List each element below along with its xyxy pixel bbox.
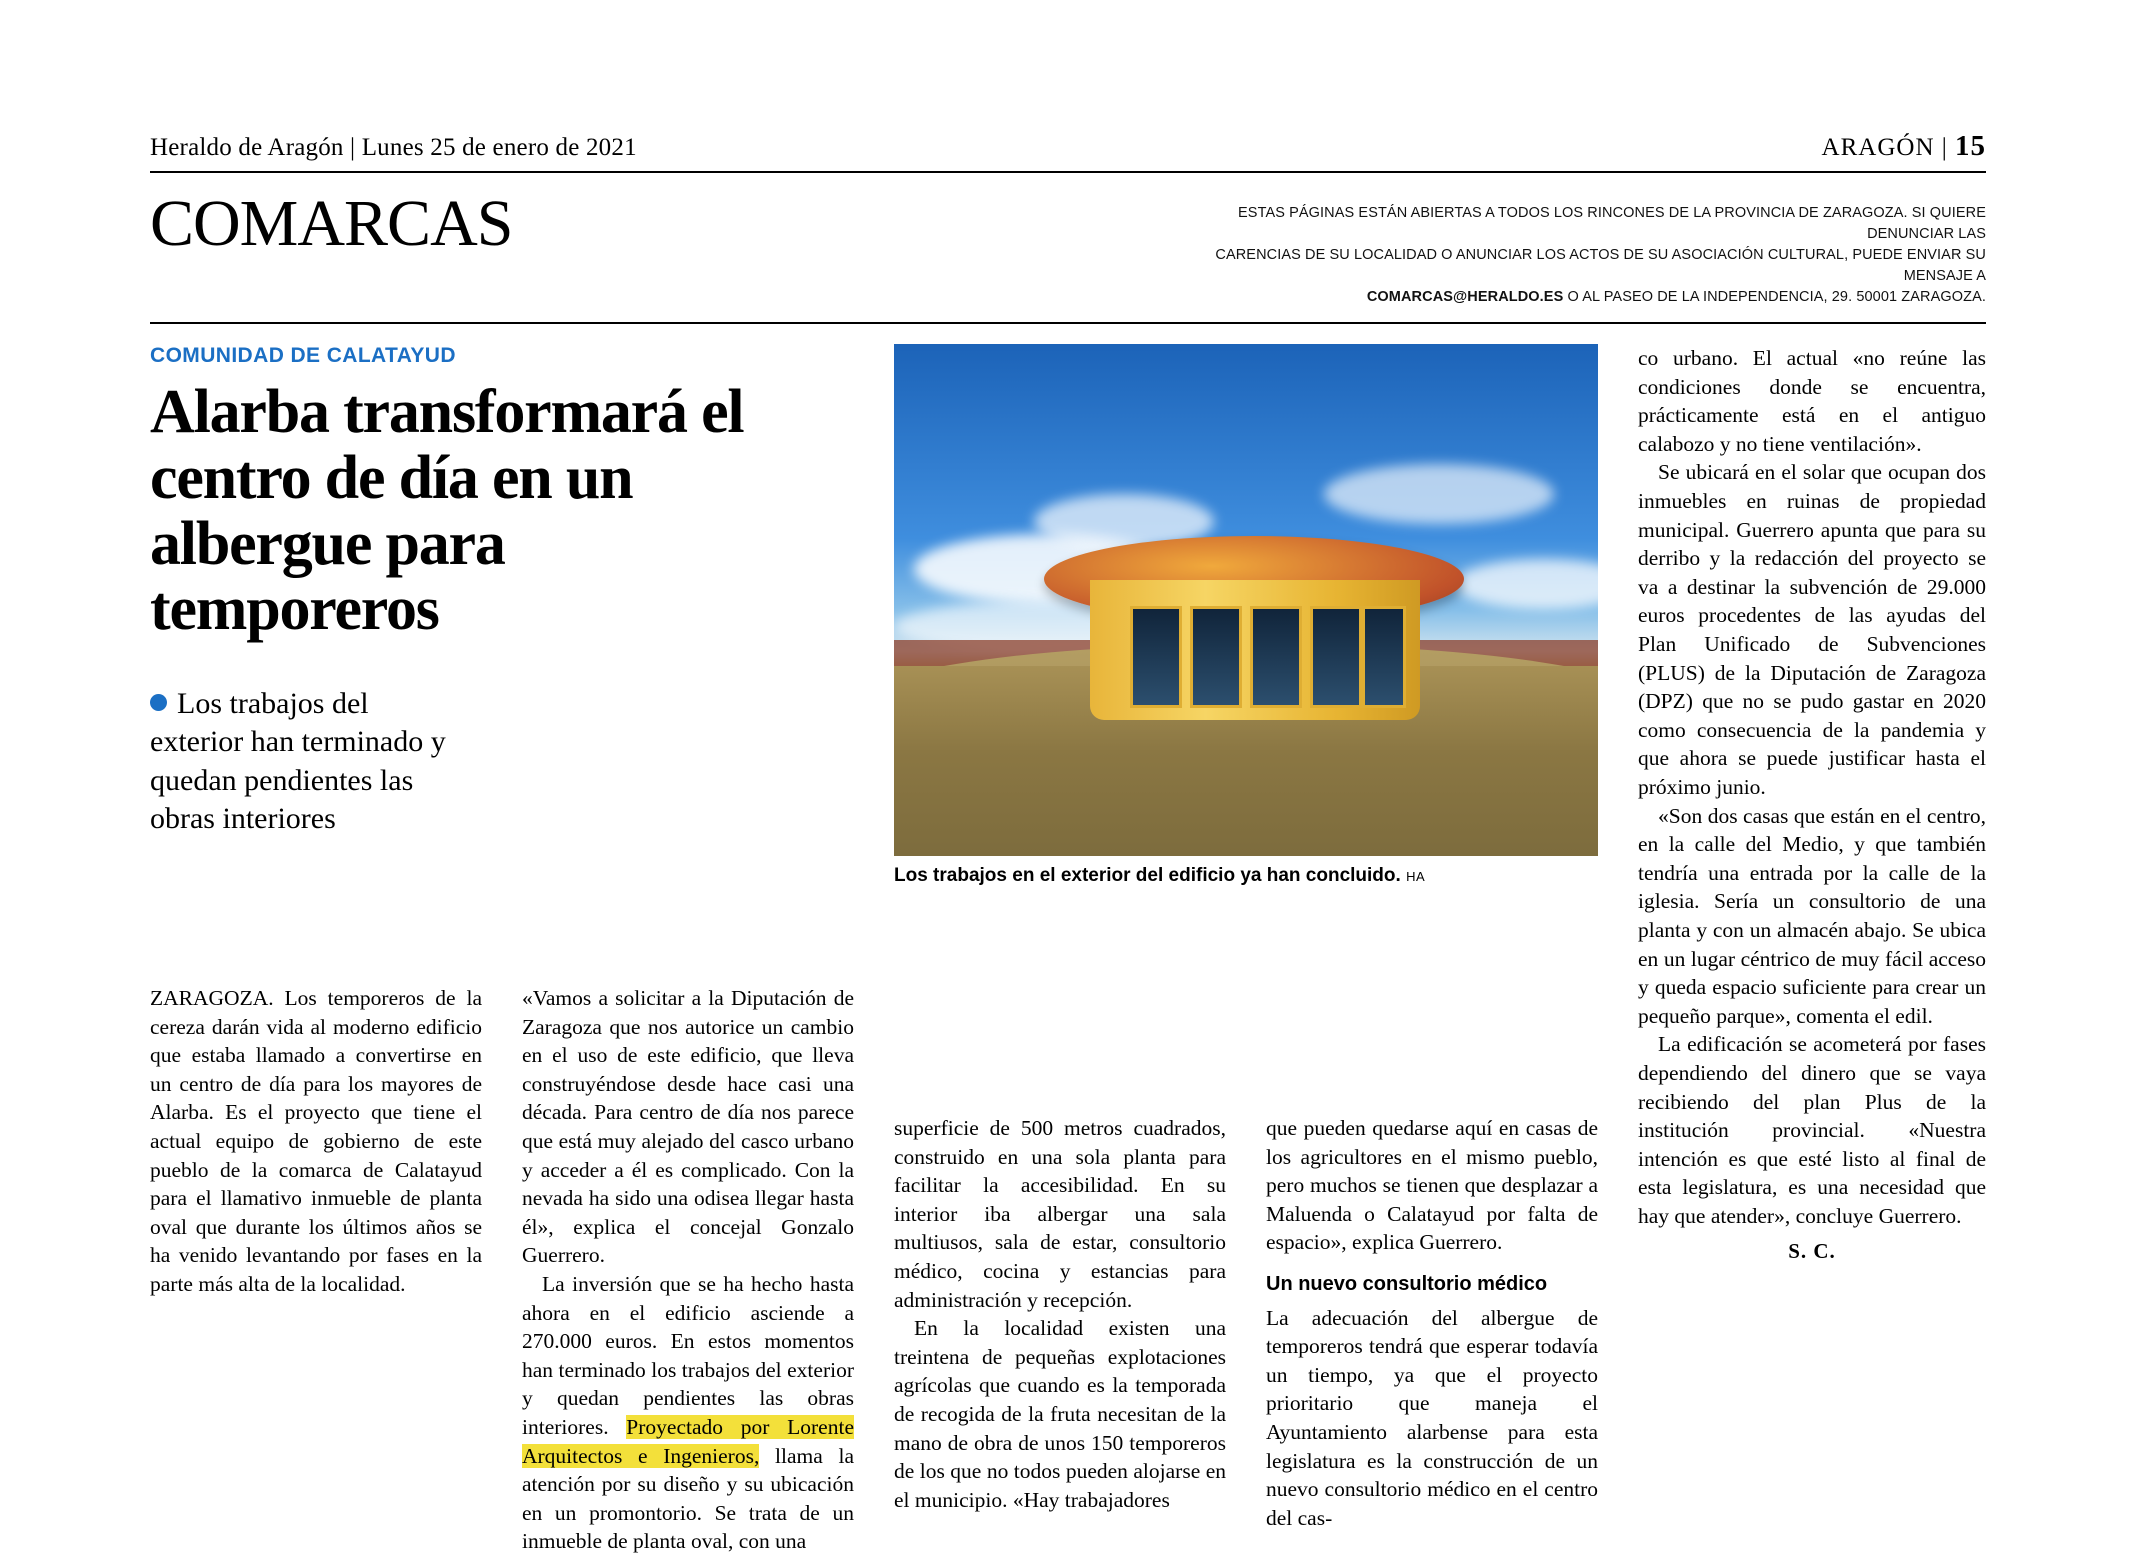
- article-body: [150, 344, 1986, 1554]
- article-column-2: [522, 984, 854, 1556]
- masthead-right: [1822, 130, 1986, 163]
- article-figure: [894, 344, 1598, 887]
- highlighted-text: Proyectado por Lorente Arquitectos e Ingenieros,: [522, 1414, 854, 1468]
- article-kicker: COMUNIDAD DE CALATAYUD: [150, 344, 456, 368]
- article-signature: S. C.: [1788, 1239, 1836, 1264]
- article-column-3: [894, 1114, 1226, 1514]
- page-sheet: [150, 130, 1986, 1554]
- standfirst-line-2: CARENCIAS DE SU LOCALIDAD O ANUNCIAR LOS ACTOS DE SU ASOCIACIÓN CULTURAL, PUEDE ENVIAR SU MENSAJE A: [1215, 247, 1986, 285]
- article-photo: [894, 344, 1598, 856]
- paragraph: que pueden quedarse aquí en casas de los agricultores en el mismo pueblo, pero muchos se tienen que desplazar a Maluenda o Calatayud por falta de espacio», explica Guerrero.: [1266, 1116, 1598, 1255]
- building-window: [1310, 606, 1362, 708]
- paragraph: Se ubicará en el solar que ocupan dos inmuebles en ruinas de propiedad municipal. Guerrero apunta que para su derribo y la redacción del proyecto se va a destinar la subvención de 29.000 euros procedentes de las ayudas del Plan Unificado de Subvenciones (PLUS) de la Diputación de Zaragoza (DPZ) que no se pudo gastar en 2020 como consecuencia de la pandemia y que ahora se puede justificar hasta el próximo junio.: [1638, 460, 1986, 799]
- section-header: [150, 173, 1986, 308]
- paragraph-text: llama la atención por su diseño y su ubicación en un promontorio. Se trata de un inmueble de planta oval, con una: [522, 1443, 854, 1554]
- bullet-icon: [150, 694, 167, 711]
- article-column-1: [150, 984, 482, 1299]
- building-window: [1130, 606, 1182, 708]
- standfirst-email: COMARCAS@HERALDO.ES: [1366, 289, 1564, 306]
- article-subhead: Un nuevo consultorio médico: [1266, 1273, 1548, 1296]
- paragraph: La adecuación del albergue de temporeros tendrá que esperar todavía un tiempo, ya que el proyecto prioritario que maneja el Ayuntamiento alarbense para esta legislatura es la construcción de un nuevo consultorio médico en el centro del cas-: [1266, 1305, 1598, 1530]
- paragraph: co urbano. El actual «no reúne las condiciones donde se encuentra, prácticamente está en el antiguo calabozo y no tiene ventilación».: [1638, 346, 1986, 456]
- paragraph: «Son dos casas que están en el centro, en la calle del Medio, y que también tendría una entrada por la calle de la iglesia. Sería un consultorio de una planta y con un almacén abajo. Se ubica en un lugar céntrico de muy fácil acceso y queda espacio suficiente para crear un pequeño parque», comenta el edil.: [1638, 803, 1986, 1028]
- article-column-4: [1266, 1114, 1598, 1532]
- paragraph-text: Los temporeros de la cereza darán vida al moderno edificio que estaba llamado a convertirse en un centro de día para los mayores de Alarba. Es el proyecto que tiene el actual equipo de gobierno de este pueblo de la comarca de Calatayud para el llamativo inmueble de planta oval que durante los últimos años se ha venido levantando por fases en la parte más alta de la localidad.: [150, 986, 482, 1297]
- paragraph: superficie de 500 metros cuadrados, construido en una sola planta para facilitar la accesibilidad. En su interior iba albergar una sala multiusos, sala de estar, consultorio médico, cocina y estancias para administración y recepción.: [894, 1116, 1226, 1312]
- masthead-left: Heraldo de Aragón | Lunes 25 de enero de 2021: [150, 134, 637, 161]
- paragraph: [522, 1270, 854, 1556]
- paragraph: «Vamos a solicitar a la Diputación de Zaragoza que nos autorice un cambio en el uso de este edificio, que lleva construyéndose desde hace casi una década. Para centro de día nos parece que está muy alejado del casco urbano y acceder a él es complicado. Con la nevada ha sido una odisea llegar hasta él», explica el concejal Gonzalo Guerrero.: [522, 986, 854, 1268]
- rule-mid: [150, 322, 1986, 324]
- paragraph: [150, 984, 482, 1299]
- section-standfirst: [1156, 191, 1986, 308]
- standfirst-line-1: ESTAS PÁGINAS ESTÁN ABIERTAS A TODOS LOS RINCONES DE LA PROVINCIA DE ZARAGOZA. SI QUIERE DENUNCIAR LAS: [1238, 205, 1986, 243]
- standfirst-line-3: [1156, 287, 1986, 308]
- paragraph: En la localidad existen una treintena de pequeñas explotaciones agrícolas que cuando es la temporada de recogida de la fruta necesitan de la mano de obra de unos 150 temporeros de los que no todos pueden alojarse en el municipio. «Hay trabajadores: [894, 1316, 1226, 1512]
- article-column-5: [1638, 344, 1986, 1266]
- building-window: [1190, 606, 1242, 708]
- standfirst-address: O AL PASEO DE LA INDEPENDENCIA, 29. 50001 ZARAGOZA.: [1563, 289, 1986, 306]
- article-lede-text: Los trabajos del exterior han terminado y quedan pendientes las obras interiores: [150, 686, 446, 836]
- figure-caption-text: Los trabajos en el exterior del edificio ya han concluido.: [894, 865, 1401, 887]
- cloud-shape: [1324, 464, 1554, 524]
- masthead-section: ARAGÓN |: [1821, 134, 1948, 161]
- page-number: 15: [1955, 130, 1986, 162]
- section-title: COMARCAS: [150, 187, 513, 260]
- figure-credit: HA: [1406, 869, 1426, 885]
- article-lede: [150, 685, 450, 839]
- cloud-shape: [1454, 559, 1598, 609]
- paragraph: La edificación se acometerá por fases dependiendo del dinero que se vaya recibiendo del plan Plus de la institución provincial. «Nuestra intención es que esté listo al final de esta legislatura, es una necesidad que hay que atender», concluye Guerrero.: [1638, 1032, 1986, 1228]
- masthead: [150, 130, 1986, 169]
- building-window: [1250, 606, 1302, 708]
- article-headline: Alarba transformará el centro de día en un albergue para temporeros: [150, 378, 744, 644]
- paragraph-text: La inversión que se ha hecho hasta ahora en el edificio asciende a 270.000 euros. En estos momentos han terminado los trabajos del exterior y quedan pendientes las obras interiores.: [522, 1272, 854, 1439]
- dateline: ZARAGOZA.: [150, 986, 274, 1011]
- figure-caption: [894, 865, 1598, 887]
- building-window: [1362, 606, 1406, 708]
